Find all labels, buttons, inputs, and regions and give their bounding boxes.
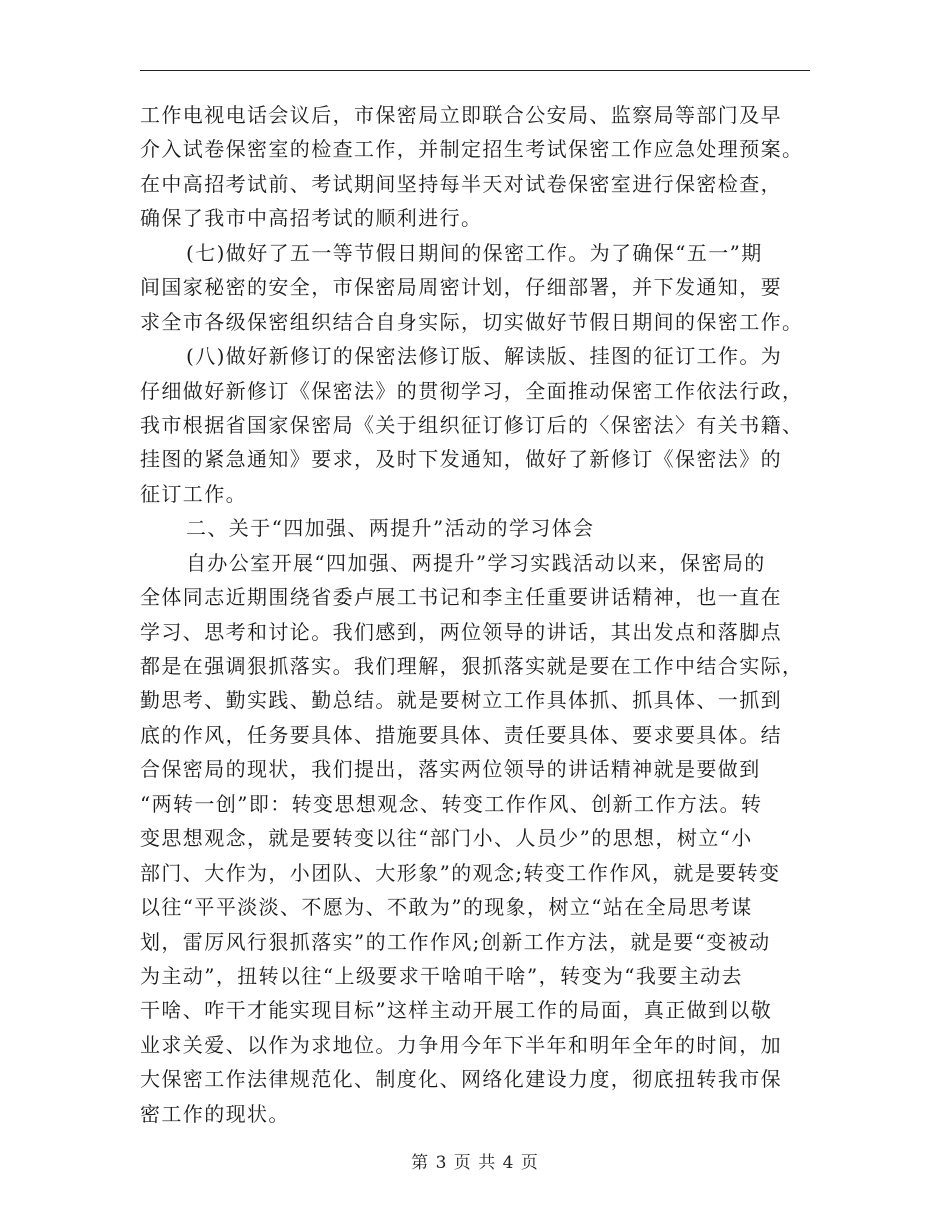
text-line: 我市根据省国家保密局《关于组织征订修订后的〈保密法〉有关书籍、 — [140, 412, 804, 437]
header-rule — [140, 70, 810, 71]
text-line: 学习、思考和讨论。我们感到，两位领导的讲话，其出发点和落脚点 — [140, 619, 782, 644]
text-line: 征订工作。 — [140, 481, 247, 506]
text-line: 求全市各级保密组织结合自身实际，切实做好节假日期间的保密工作。 — [140, 309, 804, 334]
text-line: 底的作风，任务要具体、措施要具体、责任要具体、要求要具体。结 — [140, 722, 782, 747]
text-line: 大保密工作法律规范化、制度化、网络化建设力度，彻底扭转我市保 — [140, 1067, 782, 1092]
text-line: 二、关于“四加强、两提升”活动的学习体会 — [186, 516, 595, 541]
text-line: 仔细做好新修订《保密法》的贯彻学习，全面推动保密工作依法行政， — [140, 378, 804, 403]
text-line: 全体同志近期围绕省委卢展工书记和李主任重要讲话精神，也一直在 — [140, 585, 782, 610]
text-line: 介入试卷保密室的检查工作，并制定招生考试保密工作应急处理预案。 — [140, 137, 804, 162]
text-line: 在中高招考试前、考试期间坚持每半天对试卷保密室进行保密检查， — [140, 171, 782, 196]
text-line: 变思想观念，就是要转变以往“部门小、人员少”的思想，树立“小 — [140, 826, 753, 851]
text-line: 挂图的紧急通知》要求，及时下发通知，做好了新修订《保密法》的 — [140, 447, 782, 472]
text-line: 划，雷厉风行狠抓落实”的工作作风;创新工作方法，就是要“变被动 — [140, 929, 771, 954]
text-line: 自办公室开展“四加强、两提升”学习实践活动以来，保密局的 — [186, 550, 766, 575]
text-line: “两转一创”即：转变思想观念、转变工作作风、创新工作方法。转 — [140, 791, 763, 816]
text-line: 密工作的现状。 — [140, 1101, 290, 1126]
text-line: 为主动”，扭转以往“上级要求干啥咱干啥”，转变为“我要主动去 — [140, 963, 743, 988]
text-line: 间国家秘密的安全，市保密局周密计划，仔细部署，并下发通知，要 — [140, 275, 782, 300]
text-line: 都是在强调狠抓落实。我们理解，狠抓落实就是要在工作中结合实际， — [140, 654, 804, 678]
text-line: 以往“平平淡淡、不愿为、不敢为”的现象，树立“站在全局思考谋 — [140, 895, 753, 920]
text-line: 合保密局的现状，我们提出，落实两位领导的讲话精神就是要做到 — [140, 757, 761, 782]
text-line: 确保了我市中高招考试的顺利进行。 — [140, 206, 483, 231]
page-number-footer: 第 3 页 共 4 页 — [411, 1153, 539, 1173]
text-line: 工作电视电话会议后，市保密局立即联合公安局、监察局等部门及早 — [140, 103, 782, 127]
text-line: 部门、大作为，小团队、大形象”的观念;转变工作作风，就是要转变 — [140, 860, 781, 885]
document-body — [140, 98, 810, 1131]
text-line: (八)做好新修订的保密法修订版、解读版、挂图的征订工作。为 — [186, 344, 783, 369]
text-line: 勤思考、勤实践、勤总结。就是要树立工作具体抓、抓具体、一抓到 — [140, 688, 782, 713]
text-line: 业求关爱、以作为求地位。力争用今年下半年和明年全年的时间，加 — [140, 1032, 782, 1057]
text-line: (七)做好了五一等节假日期间的保密工作。为了确保“五一”期 — [186, 240, 763, 265]
text-line: 干啥、咋干才能实现目标”这样主动开展工作的局面，真正做到以敬 — [140, 998, 773, 1023]
